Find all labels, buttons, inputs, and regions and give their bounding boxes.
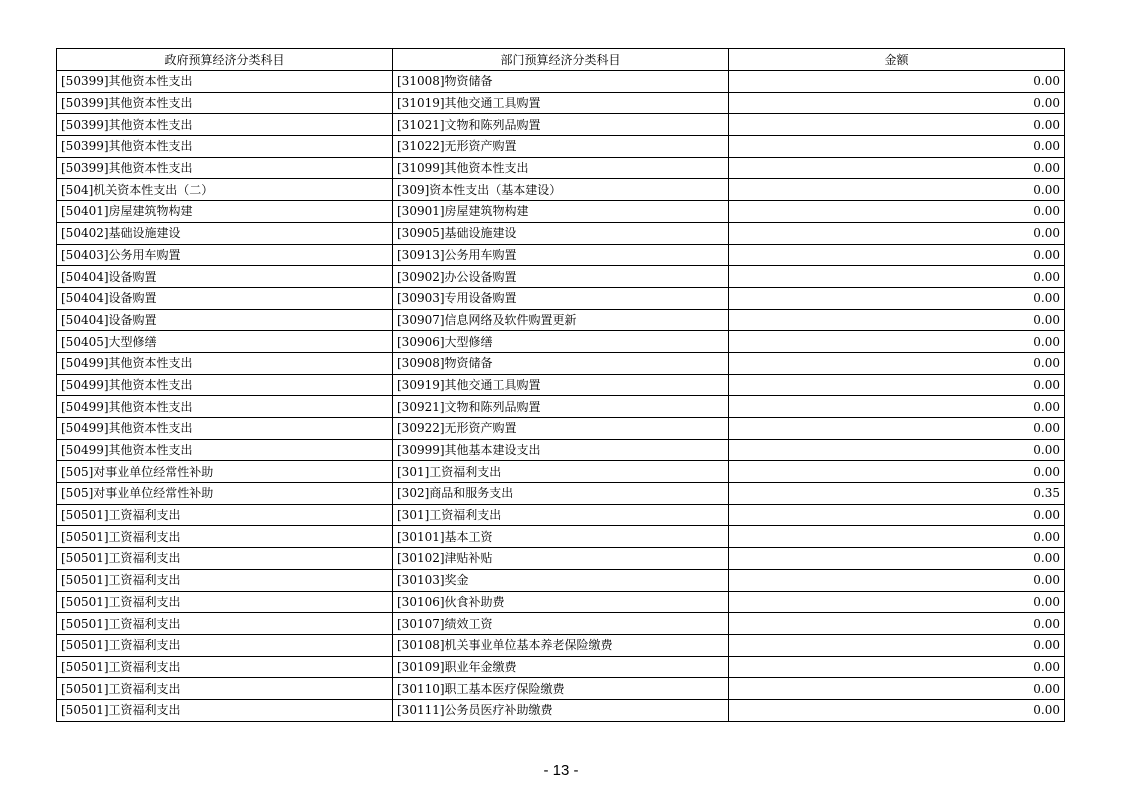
amount-cell: 0.00	[729, 157, 1065, 179]
dept-category-cell: [30919]其他交通工具购置	[393, 374, 729, 396]
table-row	[57, 201, 1065, 223]
dept-category-cell: [30109]职业年金缴费	[393, 656, 729, 678]
table-row	[57, 483, 1065, 505]
amount-cell: 0.00	[729, 331, 1065, 353]
dept-category-cell: [30907]信息网络及软件购置更新	[393, 309, 729, 331]
header-dept-category: 部门预算经济分类科目	[393, 49, 729, 71]
gov-category-cell: [50401]房屋建筑物构建	[57, 201, 393, 223]
dept-category-cell: [30913]公务用车购置	[393, 244, 729, 266]
amount-cell: 0.00	[729, 266, 1065, 288]
dept-category-cell: [30102]津贴补贴	[393, 548, 729, 570]
table-row	[57, 92, 1065, 114]
amount-cell: 0.00	[729, 526, 1065, 548]
gov-category-cell: [50501]工资福利支出	[57, 591, 393, 613]
dept-category-cell: [30903]专用设备购置	[393, 287, 729, 309]
table-row	[57, 613, 1065, 635]
gov-category-cell: [50399]其他资本性支出	[57, 71, 393, 93]
amount-cell: 0.00	[729, 71, 1065, 93]
table-row	[57, 136, 1065, 158]
header-row	[57, 49, 1065, 71]
dept-category-cell: [31099]其他资本性支出	[393, 157, 729, 179]
gov-category-cell: [50402]基础设施建设	[57, 222, 393, 244]
gov-category-cell: [50404]设备购置	[57, 266, 393, 288]
dept-category-cell: [31021]文物和陈列品购置	[393, 114, 729, 136]
table-row	[57, 504, 1065, 526]
amount-cell: 0.00	[729, 613, 1065, 635]
table-row	[57, 266, 1065, 288]
gov-category-cell: [50501]工资福利支出	[57, 548, 393, 570]
table-body	[57, 71, 1065, 722]
table-row	[57, 396, 1065, 418]
dept-category-cell: [30107]绩效工资	[393, 613, 729, 635]
dept-category-cell: [31008]物资储备	[393, 71, 729, 93]
gov-category-cell: [50501]工资福利支出	[57, 504, 393, 526]
amount-cell: 0.00	[729, 92, 1065, 114]
amount-cell: 0.00	[729, 678, 1065, 700]
table-row	[57, 331, 1065, 353]
dept-category-cell: [309]资本性支出（基本建设）	[393, 179, 729, 201]
table-row	[57, 678, 1065, 700]
table-row	[57, 634, 1065, 656]
dept-category-cell: [30922]无形资产购置	[393, 418, 729, 440]
amount-cell: 0.00	[729, 439, 1065, 461]
amount-cell: 0.00	[729, 569, 1065, 591]
table-row	[57, 548, 1065, 570]
dept-category-cell: [30103]奖金	[393, 569, 729, 591]
table-row	[57, 309, 1065, 331]
table-row	[57, 352, 1065, 374]
dept-category-cell: [30111]公务员医疗补助缴费	[393, 699, 729, 721]
amount-cell: 0.00	[729, 418, 1065, 440]
budget-classification-table	[56, 48, 1065, 722]
table-row	[57, 656, 1065, 678]
table-row	[57, 418, 1065, 440]
gov-category-cell: [50501]工资福利支出	[57, 656, 393, 678]
table-row	[57, 179, 1065, 201]
gov-category-cell: [50404]设备购置	[57, 287, 393, 309]
table-row	[57, 157, 1065, 179]
amount-cell: 0.00	[729, 114, 1065, 136]
header-amount: 金额	[729, 49, 1065, 71]
dept-category-cell: [31022]无形资产购置	[393, 136, 729, 158]
amount-cell: 0.00	[729, 656, 1065, 678]
gov-category-cell: [50399]其他资本性支出	[57, 157, 393, 179]
dept-category-cell: [30106]伙食补助费	[393, 591, 729, 613]
amount-cell: 0.00	[729, 179, 1065, 201]
gov-category-cell: [504]机关资本性支出（二）	[57, 179, 393, 201]
dept-category-cell: [302]商品和服务支出	[393, 483, 729, 505]
dept-category-cell: [30999]其他基本建设支出	[393, 439, 729, 461]
gov-category-cell: [50501]工资福利支出	[57, 678, 393, 700]
table-row	[57, 71, 1065, 93]
dept-category-cell: [30906]大型修缮	[393, 331, 729, 353]
table-row	[57, 461, 1065, 483]
amount-cell: 0.00	[729, 504, 1065, 526]
table-row	[57, 569, 1065, 591]
amount-cell: 0.00	[729, 699, 1065, 721]
amount-cell: 0.00	[729, 634, 1065, 656]
gov-category-cell: [50501]工资福利支出	[57, 613, 393, 635]
amount-cell: 0.00	[729, 591, 1065, 613]
amount-cell: 0.00	[729, 201, 1065, 223]
gov-category-cell: [50499]其他资本性支出	[57, 439, 393, 461]
dept-category-cell: [30921]文物和陈列品购置	[393, 396, 729, 418]
table-row	[57, 591, 1065, 613]
dept-category-cell: [301]工资福利支出	[393, 461, 729, 483]
amount-cell: 0.00	[729, 222, 1065, 244]
table-row	[57, 222, 1065, 244]
dept-category-cell: [301]工资福利支出	[393, 504, 729, 526]
gov-category-cell: [50501]工资福利支出	[57, 634, 393, 656]
amount-cell: 0.00	[729, 374, 1065, 396]
table-row	[57, 526, 1065, 548]
amount-cell: 0.00	[729, 352, 1065, 374]
dept-category-cell: [30108]机关事业单位基本养老保险缴费	[393, 634, 729, 656]
gov-category-cell: [50405]大型修缮	[57, 331, 393, 353]
gov-category-cell: [50403]公务用车购置	[57, 244, 393, 266]
dept-category-cell: [31019]其他交通工具购置	[393, 92, 729, 114]
amount-cell: 0.00	[729, 287, 1065, 309]
table-row	[57, 244, 1065, 266]
gov-category-cell: [50399]其他资本性支出	[57, 114, 393, 136]
gov-category-cell: [505]对事业单位经常性补助	[57, 461, 393, 483]
gov-category-cell: [50399]其他资本性支出	[57, 136, 393, 158]
amount-cell: 0.00	[729, 548, 1065, 570]
amount-cell: 0.00	[729, 396, 1065, 418]
gov-category-cell: [50399]其他资本性支出	[57, 92, 393, 114]
gov-category-cell: [50499]其他资本性支出	[57, 396, 393, 418]
table-row	[57, 374, 1065, 396]
gov-category-cell: [50501]工资福利支出	[57, 569, 393, 591]
dept-category-cell: [30902]办公设备购置	[393, 266, 729, 288]
dept-category-cell: [30101]基本工资	[393, 526, 729, 548]
table-row	[57, 114, 1065, 136]
table-row	[57, 439, 1065, 461]
header-gov-category: 政府预算经济分类科目	[57, 49, 393, 71]
gov-category-cell: [50499]其他资本性支出	[57, 352, 393, 374]
dept-category-cell: [30905]基础设施建设	[393, 222, 729, 244]
table-header	[57, 49, 1065, 71]
dept-category-cell: [30901]房屋建筑物构建	[393, 201, 729, 223]
gov-category-cell: [50499]其他资本性支出	[57, 374, 393, 396]
dept-category-cell: [30110]职工基本医疗保险缴费	[393, 678, 729, 700]
gov-category-cell: [50404]设备购置	[57, 309, 393, 331]
amount-cell: 0.35	[729, 483, 1065, 505]
table-row	[57, 287, 1065, 309]
amount-cell: 0.00	[729, 136, 1065, 158]
gov-category-cell: [50501]工资福利支出	[57, 699, 393, 721]
amount-cell: 0.00	[729, 309, 1065, 331]
gov-category-cell: [505]对事业单位经常性补助	[57, 483, 393, 505]
amount-cell: 0.00	[729, 244, 1065, 266]
table-row	[57, 699, 1065, 721]
dept-category-cell: [30908]物资储备	[393, 352, 729, 374]
gov-category-cell: [50499]其他资本性支出	[57, 418, 393, 440]
amount-cell: 0.00	[729, 461, 1065, 483]
page-number: - 13 -	[543, 762, 579, 779]
gov-category-cell: [50501]工资福利支出	[57, 526, 393, 548]
